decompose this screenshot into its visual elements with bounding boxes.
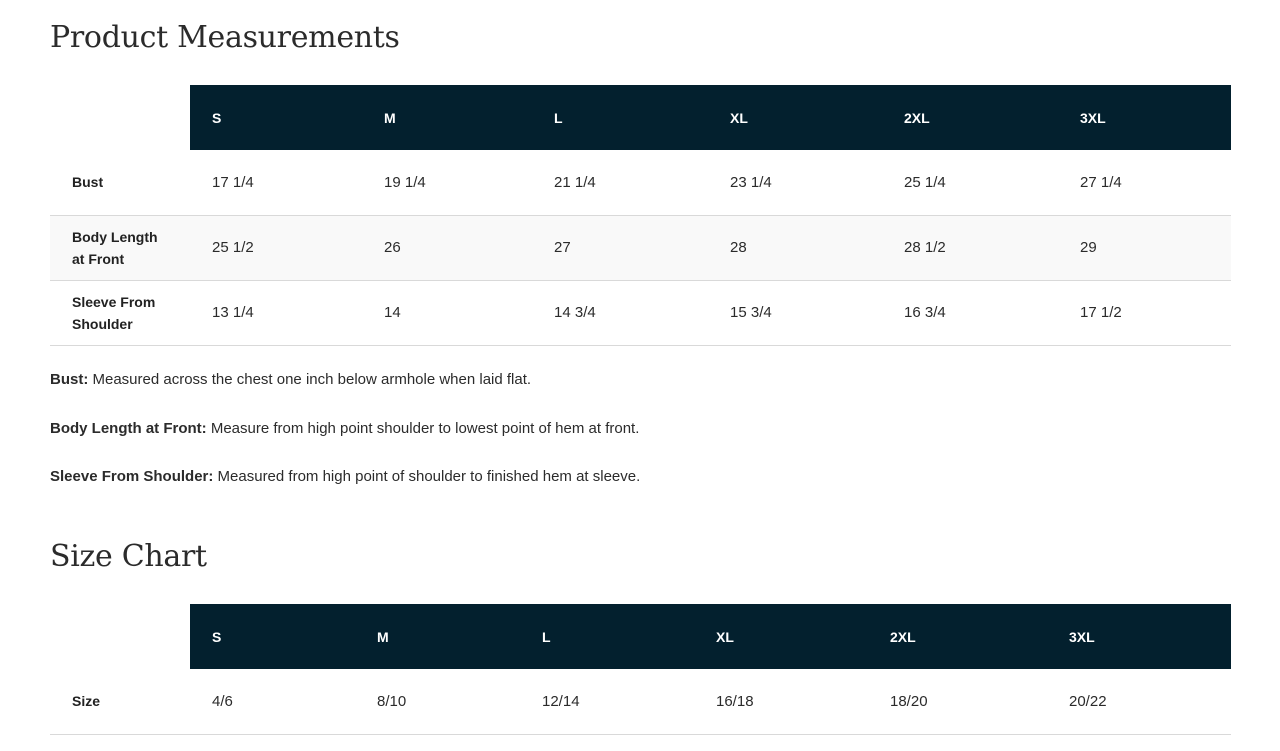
table-row <box>50 150 1231 215</box>
table-cell: 20/22 <box>1047 669 1231 734</box>
table-cell: 14 <box>362 280 532 345</box>
row-label-bust: Bust <box>50 150 190 215</box>
size-header-l: L <box>532 85 708 150</box>
row-label-body-length: Body Length at Front <box>50 215 190 280</box>
note-sleeve <box>50 467 1231 516</box>
size-chart-title: Size Chart <box>50 539 207 574</box>
table-cell: 28 1/2 <box>882 215 1058 280</box>
size-header-3xl: 3XL <box>1058 85 1231 150</box>
size-header-s: S <box>190 85 362 150</box>
table-row <box>50 669 1231 734</box>
size-header-xl: XL <box>694 604 868 669</box>
size-header-m: M <box>362 85 532 150</box>
table-row <box>50 215 1231 280</box>
size-header-3xl: 3XL <box>1047 604 1231 669</box>
note-text: Measure from high point shoulder to lowest point of hem at front. <box>206 419 640 437</box>
table-cell: 8/10 <box>355 669 520 734</box>
row-label-size: Size <box>50 669 190 734</box>
measurement-notes <box>50 370 1231 516</box>
note-term: Sleeve From Shoulder: <box>50 468 214 485</box>
table-cell: 29 <box>1058 215 1231 280</box>
table-cell: 19 1/4 <box>362 150 532 215</box>
size-header-xl: XL <box>708 85 882 150</box>
table-cell: 21 1/4 <box>532 150 708 215</box>
size-header-l: L <box>520 604 694 669</box>
note-body-length <box>50 419 1231 468</box>
note-bust <box>50 370 1231 419</box>
measurements-header-row <box>50 85 1231 150</box>
note-text: Measured across the chest one inch below armhole when laid flat. <box>88 371 532 388</box>
table-cell: 13 1/4 <box>190 280 362 345</box>
table-cell: 15 3/4 <box>708 280 882 345</box>
table-row <box>50 280 1231 345</box>
size-header-2xl: 2XL <box>868 604 1047 669</box>
table-cell: 25 1/4 <box>882 150 1058 215</box>
table-cell: 18/20 <box>868 669 1047 734</box>
table-cell: 27 <box>532 215 708 280</box>
table-cell: 17 1/4 <box>190 150 362 215</box>
table-cell: 4/6 <box>190 669 355 734</box>
row-label-sleeve: Sleeve From Shoulder <box>50 280 190 345</box>
note-term: Bust: <box>50 371 89 388</box>
size-chart-header-row <box>50 604 1231 669</box>
header-blank-cell <box>50 604 190 669</box>
table-cell: 23 1/4 <box>708 150 882 215</box>
table-cell: 16/18 <box>694 669 868 734</box>
size-header-s: S <box>190 604 355 669</box>
measurements-table <box>50 85 1231 346</box>
note-text: Measured from high point of shoulder to finished hem at sleeve. <box>213 468 641 485</box>
size-header-m: M <box>355 604 520 669</box>
table-cell: 25 1/2 <box>190 215 362 280</box>
table-cell: 28 <box>708 215 882 280</box>
table-cell: 14 3/4 <box>532 280 708 345</box>
size-header-2xl: 2XL <box>882 85 1058 150</box>
table-cell: 16 3/4 <box>882 280 1058 345</box>
size-chart-table <box>50 604 1231 735</box>
table-cell: 17 1/2 <box>1058 280 1231 345</box>
table-cell: 12/14 <box>520 669 694 734</box>
table-cell: 26 <box>362 215 532 280</box>
product-measurements-title: Product Measurements <box>50 20 400 55</box>
header-blank-cell <box>50 85 190 150</box>
table-cell: 27 1/4 <box>1058 150 1231 215</box>
note-term: Body Length at Front: <box>50 419 207 437</box>
